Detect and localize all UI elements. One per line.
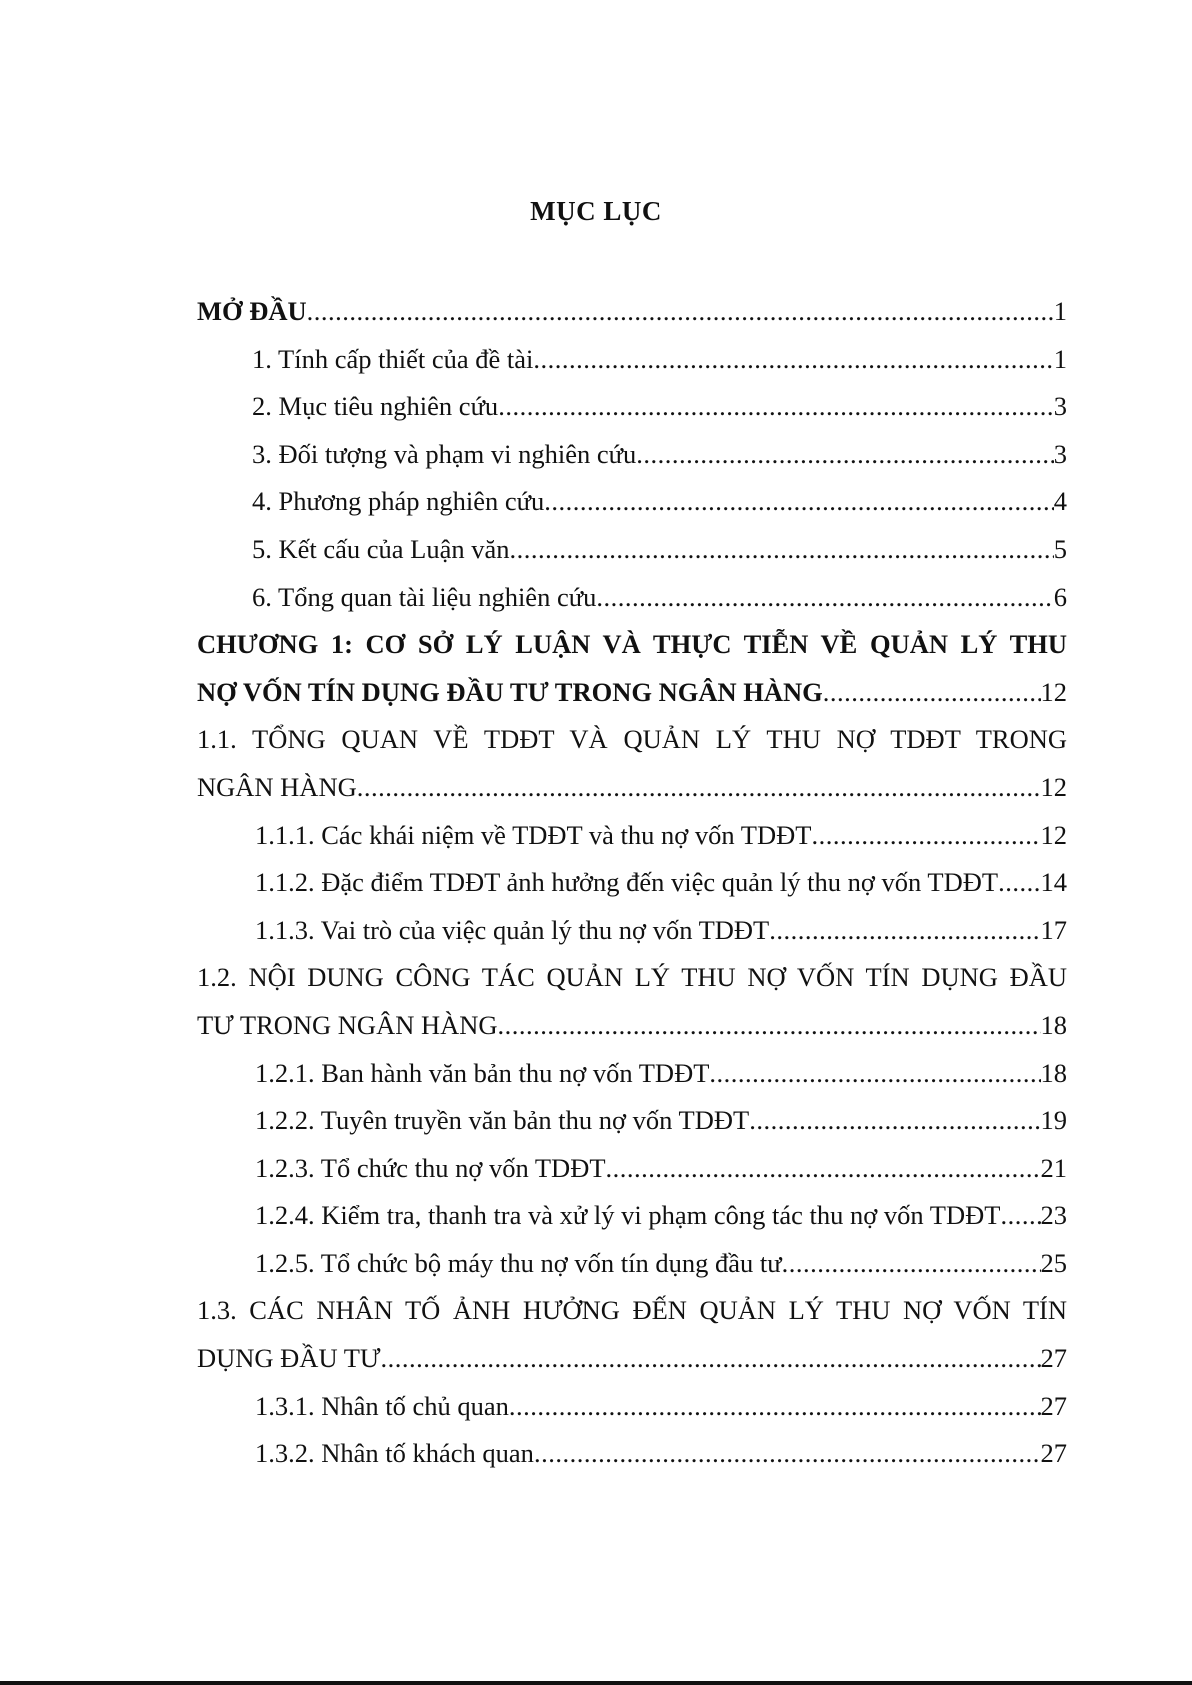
dot-leader bbox=[606, 1145, 1041, 1193]
toc-entry[interactable] bbox=[197, 1240, 1067, 1288]
toc-entry-label: 3. Đối tượng và phạm vi nghiên cứu bbox=[252, 438, 637, 469]
toc-page-number: 27 bbox=[1040, 1343, 1067, 1374]
dot-leader bbox=[596, 574, 1053, 622]
toc-page-number: 17 bbox=[1040, 914, 1067, 945]
toc-page-number: 1 bbox=[1053, 343, 1067, 374]
dot-leader bbox=[998, 859, 1040, 907]
toc-page-number: 6 bbox=[1053, 581, 1067, 612]
toc-entry-heading-line bbox=[197, 954, 1067, 1002]
toc-entry-label: 6. Tổng quan tài liệu nghiên cứu bbox=[252, 581, 597, 612]
dot-leader bbox=[544, 478, 1053, 526]
dot-leader bbox=[509, 1383, 1041, 1431]
toc-entry[interactable] bbox=[197, 574, 1067, 622]
page-bottom-edge bbox=[0, 1681, 1192, 1685]
dot-leader bbox=[782, 1240, 1041, 1288]
dot-leader bbox=[357, 764, 1041, 812]
toc-entry[interactable] bbox=[197, 383, 1067, 431]
dot-leader bbox=[498, 383, 1054, 431]
toc-entry[interactable] bbox=[197, 669, 1067, 717]
toc-page-number: 27 bbox=[1040, 1390, 1067, 1421]
dot-leader bbox=[1000, 1192, 1040, 1240]
toc-entry-label: 1.1.1. Các khái niệm về TDĐT và thu nợ vốn TDĐT bbox=[255, 819, 812, 850]
dot-leader bbox=[749, 1097, 1040, 1145]
dot-leader bbox=[498, 1002, 1041, 1050]
toc-page-number: 18 bbox=[1040, 1009, 1067, 1040]
toc-entry-label: TƯ TRONG NGÂN HÀNG bbox=[197, 1009, 498, 1040]
toc-entry-label: DỤNG ĐẦU TƯ bbox=[197, 1343, 381, 1374]
toc-entry[interactable] bbox=[197, 907, 1067, 955]
toc-page-number: 12 bbox=[1040, 819, 1067, 850]
toc-entry-label: 1.3. CÁC NHÂN TỐ ẢNH HƯỞNG ĐẾN QUẢN LÝ THU NỢ VỐN TÍN bbox=[197, 1295, 1067, 1326]
toc-entry-label: 1.1. TỔNG QUAN VỀ TDĐT VÀ QUẢN LÝ THU NỢ TDĐT TRONG bbox=[197, 724, 1067, 755]
toc-entry-heading-line bbox=[197, 716, 1067, 764]
toc-page-number: 1 bbox=[1053, 296, 1067, 326]
toc-page-number: 5 bbox=[1053, 533, 1067, 564]
toc-page-number: 23 bbox=[1040, 1200, 1067, 1231]
toc-page-number: 19 bbox=[1040, 1105, 1067, 1136]
toc-entry[interactable] bbox=[197, 478, 1067, 526]
toc-page-number: 25 bbox=[1040, 1247, 1067, 1278]
toc-entry-label: 1.2.1. Ban hành văn bản thu nợ vốn TDĐT bbox=[255, 1057, 710, 1088]
toc-page-number: 12 bbox=[1040, 771, 1067, 802]
toc-entry-label: NGÂN HÀNG bbox=[197, 771, 357, 802]
dot-leader bbox=[380, 1335, 1040, 1383]
dot-leader bbox=[534, 1430, 1041, 1478]
toc-entry[interactable] bbox=[197, 1145, 1067, 1193]
toc-entry-label: 5. Kết cấu của Luận văn bbox=[252, 533, 510, 564]
toc-page-number: 18 bbox=[1040, 1057, 1067, 1088]
toc-page-number: 27 bbox=[1040, 1438, 1067, 1469]
toc-entry-label: 1.2.3. Tổ chức thu nợ vốn TDĐT bbox=[255, 1152, 606, 1183]
toc-entry-label: 1.1.2. Đặc điểm TDĐT ảnh hưởng đến việc quản lý thu nợ vốn TDĐT bbox=[255, 867, 999, 898]
dot-leader bbox=[709, 1050, 1040, 1098]
toc-entry[interactable] bbox=[197, 1050, 1067, 1098]
toc-entry-label: MỞ ĐẦU bbox=[197, 296, 307, 326]
toc-page-number: 12 bbox=[1040, 676, 1067, 707]
toc-entry[interactable] bbox=[197, 336, 1067, 384]
toc-entry[interactable] bbox=[197, 1097, 1067, 1145]
toc-entry[interactable] bbox=[197, 1002, 1067, 1050]
page-title: MỤC LỤC bbox=[530, 196, 662, 226]
toc-page-number: 4 bbox=[1053, 486, 1067, 517]
toc-entry-label: NỢ VỐN TÍN DỤNG ĐẦU TƯ TRONG NGÂN HÀNG bbox=[197, 676, 823, 707]
toc-entry-heading-line bbox=[197, 1287, 1067, 1335]
toc-entry-label: 1.1.3. Vai trò của việc quản lý thu nợ vốn TDĐT bbox=[255, 914, 770, 945]
toc-entry-label: 1.2.4. Kiểm tra, thanh tra và xử lý vi phạm công tác thu nợ vốn TDĐT bbox=[255, 1200, 1001, 1231]
dot-leader bbox=[823, 669, 1041, 717]
toc-entry-label: 1.3.2. Nhân tố khách quan bbox=[255, 1438, 534, 1469]
toc-entry-label: 1.2.5. Tổ chức bộ máy thu nợ vốn tín dụng đầu tư bbox=[255, 1247, 782, 1278]
toc-entry-label: CHƯƠNG 1: CƠ SỞ LÝ LUẬN VÀ THỰC TIỄN VỀ QUẢN LÝ THU bbox=[197, 629, 1067, 660]
toc-entry[interactable] bbox=[197, 764, 1067, 812]
toc-entry[interactable] bbox=[197, 812, 1067, 860]
toc-page-number: 3 bbox=[1053, 391, 1067, 422]
toc-page-number: 14 bbox=[1040, 867, 1067, 898]
toc-entry[interactable] bbox=[197, 288, 1067, 336]
toc-page-number: 21 bbox=[1040, 1152, 1067, 1183]
toc-entry[interactable] bbox=[197, 526, 1067, 574]
toc-entry[interactable] bbox=[197, 1335, 1067, 1383]
dot-leader bbox=[636, 431, 1054, 479]
toc-entry-heading-line bbox=[197, 621, 1067, 669]
dot-leader bbox=[769, 907, 1040, 955]
dot-leader bbox=[533, 336, 1053, 384]
toc-entry[interactable] bbox=[197, 1383, 1067, 1431]
toc-entry-label: 1. Tính cấp thiết của đề tài bbox=[252, 343, 534, 374]
toc-entry-label: 1.2.2. Tuyên truyền văn bản thu nợ vốn TDĐT bbox=[255, 1105, 750, 1136]
dot-leader bbox=[307, 288, 1054, 336]
table-of-contents bbox=[197, 288, 1067, 1478]
toc-entry-label: 4. Phương pháp nghiên cứu bbox=[252, 486, 545, 517]
toc-entry[interactable] bbox=[197, 1430, 1067, 1478]
toc-entry-label: 2. Mục tiêu nghiên cứu bbox=[252, 391, 499, 422]
toc-entry[interactable] bbox=[197, 1192, 1067, 1240]
dot-leader bbox=[510, 526, 1054, 574]
toc-page-number: 3 bbox=[1053, 438, 1067, 469]
toc-entry[interactable] bbox=[197, 431, 1067, 479]
dot-leader bbox=[811, 812, 1040, 860]
toc-entry[interactable] bbox=[197, 859, 1067, 907]
toc-entry-label: 1.3.1. Nhân tố chủ quan bbox=[255, 1390, 509, 1421]
toc-entry-label: 1.2. NỘI DUNG CÔNG TÁC QUẢN LÝ THU NỢ VỐN TÍN DỤNG ĐẦU bbox=[197, 962, 1067, 993]
